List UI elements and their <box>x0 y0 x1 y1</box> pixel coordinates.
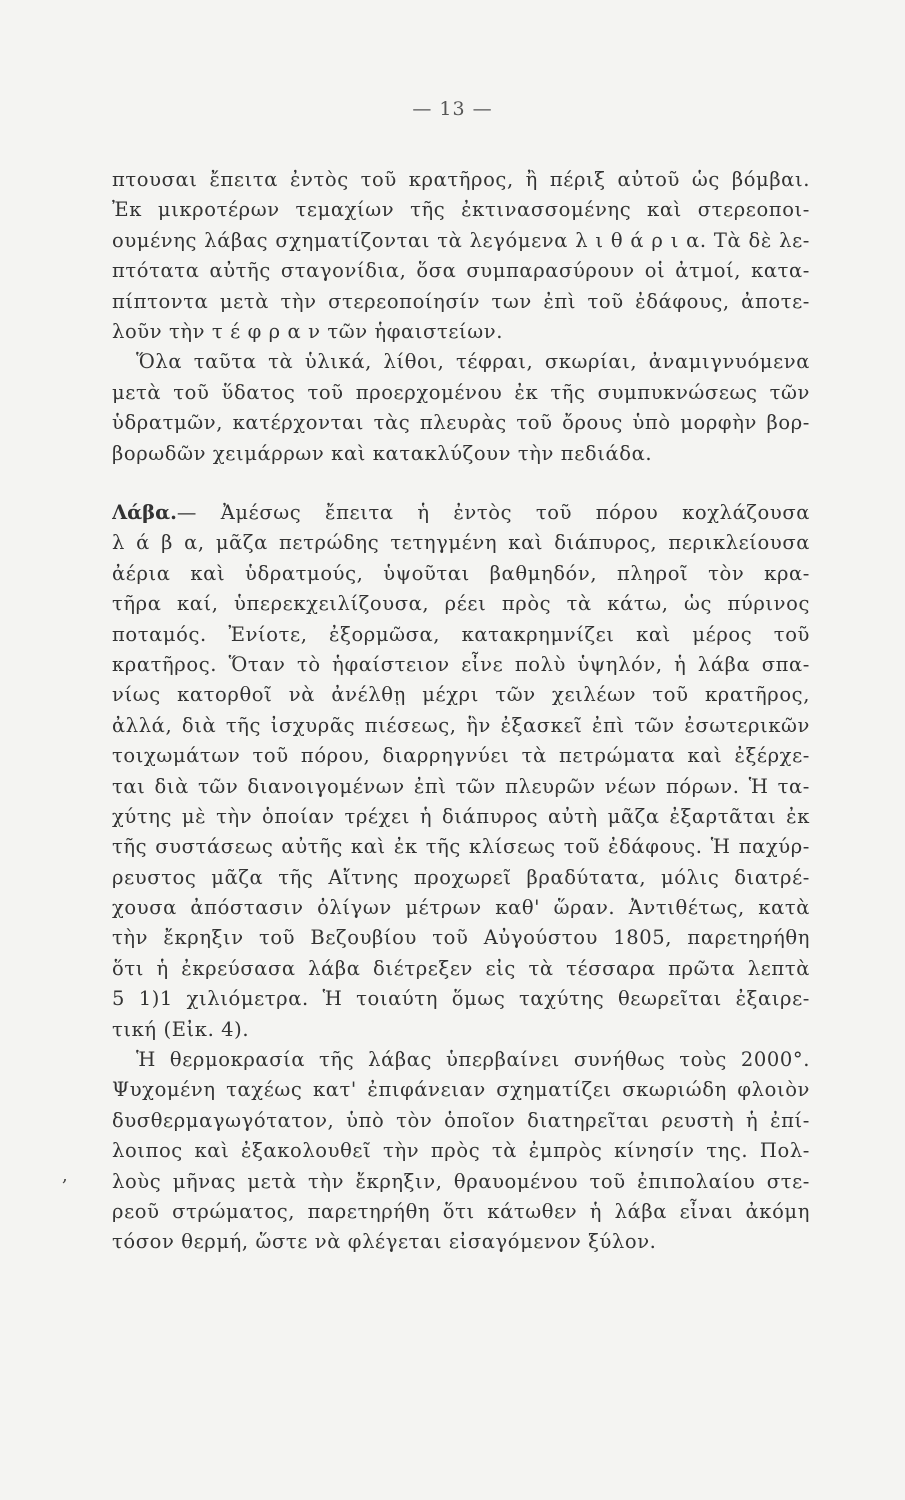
text-line: Ἡ θερμοκρασία τῆς λάβας ὑπερβαίνει συνήθως τοὺς 2000°. <box>136 1048 810 1072</box>
text-line: ουμένης λάβας σχηματίζονται τὰ λεγόμενα λ ι θ ά ρ ι α. Τὰ δὲ λε- <box>112 228 810 252</box>
text-line-rest: — Ἀμέσως ἔπειτα ἡ ἐντὸς τοῦ πόρου κοχλάζουσα <box>176 501 810 524</box>
section-heading: Λάβα. <box>112 501 177 524</box>
margin-mark: , <box>62 1165 68 1186</box>
text-line: Ὅλα ταῦτα τὰ ὑλικά, λίθοι, τέφραι, σκωρίαι, ἀναμιγνυόμενα <box>136 350 810 374</box>
paragraph-2 <box>112 347 810 469</box>
text-line: λ ά β α, μᾶζα πετρώδης τετηγμένη καὶ διάπυρος, περικλείουσα <box>112 531 810 555</box>
text-line: 5 1)1 χιλιόμετρα. Ἡ τοιαύτη ὅμως ταχύτης θεωρεῖται ἐξαιρε- <box>112 987 810 1011</box>
text-line: ρεοῦ στρώματος, παρετηρήθη ὅτι κάτωθεν ἡ λάβα εἶναι ἀκόμη <box>112 1199 810 1223</box>
text-line-with-heading <box>112 498 810 528</box>
text-line: ἀλλά, διὰ τῆς ἰσχυρᾶς πιέσεως, ἣν ἐξασκεῖ ἐπὶ τῶν ἐσωτερικῶν <box>112 713 810 737</box>
text-line: τοιχωμάτων τοῦ πόρου, διαρρηγνύει τὰ πετρώματα καὶ ἐξέρχε- <box>112 744 810 768</box>
text-line: τὴν ἔκρηξιν τοῦ Βεζουβίου τοῦ Αὐγούστου 1805, παρετηρήθη <box>112 926 810 950</box>
text-line: ὑδρατμῶν, κατέρχονται τὰς πλευρὰς τοῦ ὄρους ὑπὸ μορφὴν βορ- <box>112 411 810 435</box>
text-line: νίως κατορθοῖ νὰ ἀνέλθῃ μέχρι τῶν χειλέων τοῦ κρατῆρος, <box>112 683 810 707</box>
text-line: μετὰ τοῦ ὕδατος τοῦ προερχομένου ἐκ τῆς συμπυκνώσεως τῶν <box>112 380 810 404</box>
text-line: λοὺς μῆνας μετὰ τὴν ἔκρηξιν, θραυομένου τοῦ ἐπιπολαίου στε- <box>112 1169 810 1193</box>
text-line: δυσθερμαγωγότατον, ὑπὸ τὸν ὁποῖον διατηρεῖται ρευστὴ ἡ ἐπί- <box>112 1108 810 1132</box>
text-line: ὅτι ἡ ἐκρεύσασα λάβα διέτρεξεν εἰς τὰ τέσσαρα πρῶτα λεπτὰ <box>112 956 810 980</box>
text-line: τῆρα καί, ὑπερεκχειλίζουσα, ρέει πρὸς τὰ κάτω, ὡς πύρινος <box>112 592 810 616</box>
text-line: χουσα ἀπόστασιν ὀλίγων μέτρων καθ' ὥραν. Ἀντιθέτως, κατὰ <box>112 896 810 920</box>
text-line: Ψυχομένη ταχέως κατ' ἐπιφάνειαν σχηματίζει σκωριώδη φλοιὸν <box>112 1078 810 1102</box>
text-line: τόσον θερμή, ὥστε νὰ φλέγεται εἰσαγόμενον ξύλον. <box>112 1230 657 1254</box>
text-line: πίπτοντα μετὰ τὴν στερεοποίησίν των ἐπὶ τοῦ ἐδάφους, ἀποτε- <box>112 289 810 313</box>
text-line: κρατῆρος. Ὅταν τὸ ἡφαίστειον εἶνε πολὺ ὑψηλόν, ἡ λάβα σπα- <box>112 652 810 676</box>
text-line: ται διὰ τῶν διανοιγομένων ἐπὶ τῶν πλευρῶν νέων πόρων. Ἡ τα- <box>112 774 810 798</box>
text-line: πτουσαι ἔπειτα ἐντὸς τοῦ κρατῆρος, ἢ πέριξ αὐτοῦ ὡς βόμβαι. <box>112 168 810 191</box>
text-line: λοιπος καὶ ἐξακολουθεῖ τὴν πρὸς τὰ ἐμπρὸς κίνησίν της. Πολ- <box>112 1139 810 1163</box>
text-line: πτότατα αὐτῆς σταγονίδια, ὅσα συμπαρασύρουν οἱ ἀτμοί, κατα- <box>112 259 810 283</box>
paragraph-1 <box>112 165 810 347</box>
text-block-lower <box>112 498 810 1258</box>
paragraph-4 <box>112 1045 810 1258</box>
paragraph-3 <box>112 498 810 1045</box>
page-number: — 13 — <box>412 98 493 120</box>
text-line: ἀέρια καὶ ὑδρατμούς, ὑψοῦται βαθμηδόν, πληροῖ τὸν κρα- <box>112 561 810 585</box>
text-line: βορωδῶν χειμάρρων καὶ κατακλύζουν τὴν πεδιάδα. <box>112 441 653 465</box>
text-line: τική (Εἰκ. 4). <box>112 1017 250 1041</box>
text-block-upper <box>112 165 810 469</box>
text-line: χύτης μὲ τὴν ὁποίαν τρέχει ἡ διάπυρος αὐτὴ μᾶζα ἐξαρτᾶται ἐκ <box>112 804 810 828</box>
text-line: τῆς συστάσεως αὐτῆς καὶ ἐκ τῆς κλίσεως τοῦ ἐδάφους. Ἡ παχύρ- <box>112 835 810 859</box>
text-line: ρευστος μᾶζα τῆς Αἴτνης προχωρεῖ βραδύτατα, μόλις διατρέ- <box>112 865 810 889</box>
text-line: Ἐκ μικροτέρων τεμαχίων τῆς ἐκτινασσομένης καὶ στερεοποι- <box>112 198 810 222</box>
text-line: ποταμός. Ἐνίοτε, ἐξορμῶσα, κατακρημνίζει καὶ μέρος τοῦ <box>112 622 810 646</box>
text-line: λοῦν τὴν τ έ φ ρ α ν τῶν ἡφαιστείων. <box>112 319 504 343</box>
